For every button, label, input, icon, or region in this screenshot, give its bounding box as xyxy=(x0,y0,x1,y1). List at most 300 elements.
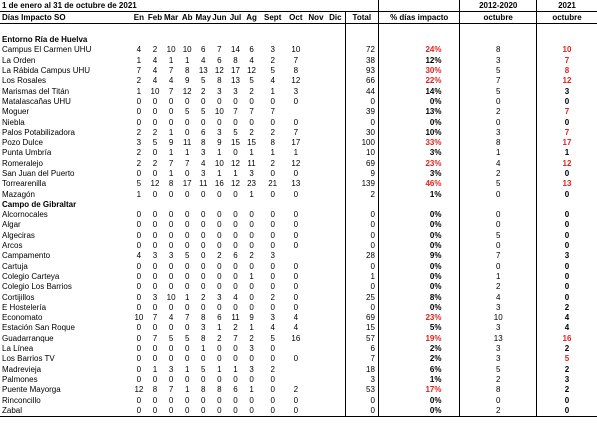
month-value: 16 xyxy=(214,179,224,189)
month-value: 8 xyxy=(201,313,206,323)
month-value: 2 xyxy=(201,86,206,96)
station-name: San Juan del Puerto xyxy=(2,169,75,178)
october-2021-value: 7 xyxy=(564,107,570,117)
pct-value: 6% xyxy=(378,365,460,375)
pct-value: 9% xyxy=(378,251,460,261)
month-value: 0 xyxy=(147,406,163,417)
table-row xyxy=(0,241,597,251)
month-value: 13 xyxy=(231,76,240,86)
total-value: 53 xyxy=(345,385,378,395)
october-2021-value: 3 xyxy=(564,86,570,96)
month-value: 3 xyxy=(201,323,206,333)
month-value: 6 xyxy=(233,251,238,261)
total-value: 139 xyxy=(345,179,378,189)
month-value xyxy=(326,282,345,292)
month-value: 1 xyxy=(249,271,254,281)
station-name: La Orden xyxy=(2,55,36,65)
pct-value: 0% xyxy=(378,395,460,405)
month-value xyxy=(326,241,345,251)
month-value: 1 xyxy=(201,344,206,354)
month-value: 0 xyxy=(184,220,190,230)
month-value: 0 xyxy=(217,220,222,230)
table-row xyxy=(0,385,597,395)
month-value: 1 xyxy=(184,385,190,395)
october-hist-value: 8 xyxy=(460,45,537,55)
month-value xyxy=(326,262,345,272)
month-value xyxy=(326,220,345,230)
month-value: 0 xyxy=(152,302,158,312)
month-header: Sept xyxy=(260,12,286,24)
month-value: 6 xyxy=(249,45,254,55)
total-value: 100 xyxy=(345,138,378,148)
month-value: 0 xyxy=(136,323,142,333)
station-name: Torrearenilla xyxy=(2,179,47,189)
month-value: 2 xyxy=(249,251,254,261)
month-value xyxy=(286,107,306,117)
month-value: 0 xyxy=(152,344,158,354)
month-value: 0 xyxy=(270,210,275,220)
month-value: 0 xyxy=(293,96,299,106)
month-value: 0 xyxy=(184,323,190,333)
month-value: 0 xyxy=(152,282,158,292)
section-spacer-cell xyxy=(227,200,243,210)
month-value: 0 xyxy=(184,261,190,271)
month-value: 10 xyxy=(150,86,160,96)
table-row xyxy=(0,395,597,405)
station-name: Pozo Dulce xyxy=(2,138,43,148)
month-value xyxy=(306,148,326,158)
month-value: 0 xyxy=(249,241,254,251)
month-value: 4 xyxy=(201,158,206,168)
month-value: 2 xyxy=(270,292,275,302)
month-value: 0 xyxy=(168,189,174,199)
month-value: 11 xyxy=(231,313,240,323)
month-value xyxy=(306,323,326,333)
station-name: Mazagón xyxy=(2,189,35,199)
table-row xyxy=(0,282,597,292)
october-2021-value: 0 xyxy=(564,230,570,240)
table-row xyxy=(0,148,597,158)
month-value: 0 xyxy=(136,241,142,251)
month-value: 0 xyxy=(136,210,142,220)
month-value xyxy=(326,313,345,323)
month-value: 10 xyxy=(214,107,224,117)
month-value xyxy=(306,395,326,405)
month-value: 0 xyxy=(293,210,299,220)
month-value: 0 xyxy=(136,271,142,281)
section-spacer-cell xyxy=(306,200,326,210)
total-value: 1 xyxy=(345,272,378,282)
pct-value: 0% xyxy=(378,210,460,220)
station-name: Algar xyxy=(2,220,21,230)
month-value: 5 xyxy=(270,66,275,76)
pct-column-header: % días impacto xyxy=(378,12,460,24)
month-value: 5 xyxy=(201,76,206,86)
month-value: 0 xyxy=(217,96,222,106)
month-value: 9 xyxy=(184,76,190,86)
month-value: 0 xyxy=(293,220,299,230)
month-value: 8 xyxy=(270,138,275,148)
month-value: 1 xyxy=(184,148,190,158)
section-spacer-cell xyxy=(244,35,260,45)
section-spacer-cell xyxy=(345,200,378,210)
month-value: 14 xyxy=(231,45,240,55)
month-value: 0 xyxy=(168,323,174,333)
month-value: 2 xyxy=(136,158,142,168)
month-value: 0 xyxy=(293,261,299,271)
month-value xyxy=(326,344,345,354)
station-name: Niebla xyxy=(2,117,25,127)
month-value: 7 xyxy=(168,385,174,395)
table-row xyxy=(0,334,597,344)
month-value: 0 xyxy=(184,96,190,106)
october-2021-value: 5 xyxy=(564,354,570,364)
month-value: 2 xyxy=(136,127,142,137)
pct-value: 2% xyxy=(378,344,460,354)
month-value: 7 xyxy=(217,45,222,55)
section-spacer-cell xyxy=(211,35,227,45)
section-title: Entorno Ría de Huelva xyxy=(2,35,88,45)
month-value: 7 xyxy=(184,313,190,323)
month-value: 1 xyxy=(184,55,190,65)
table-row xyxy=(0,375,597,385)
header-row-dates xyxy=(0,0,597,12)
spacer-cell xyxy=(163,24,179,36)
section-spacer-cell xyxy=(147,200,163,210)
section-spacer-cell xyxy=(131,200,147,210)
month-value: 0 xyxy=(184,271,190,281)
month-value xyxy=(306,262,326,272)
october-hist-value: 0 xyxy=(460,189,537,199)
month-value: 0 xyxy=(201,230,206,240)
october-hist-value: 5 xyxy=(460,365,537,375)
month-value: 10 xyxy=(291,45,301,55)
month-value xyxy=(326,179,345,189)
month-value: 0 xyxy=(136,344,142,354)
month-value: 2 xyxy=(270,127,275,137)
month-value: 1 xyxy=(233,169,238,178)
pct-value: 46% xyxy=(378,179,460,189)
month-value: 0 xyxy=(152,117,158,127)
table-row xyxy=(0,86,597,96)
month-header: Mar xyxy=(163,12,179,22)
month-value: 0 xyxy=(201,210,206,220)
month-value: 0 xyxy=(249,374,254,384)
pct-value: 22% xyxy=(378,76,460,86)
month-value: 10 xyxy=(166,292,176,302)
month-value: 1 xyxy=(136,55,142,65)
table-row xyxy=(0,66,597,76)
month-value: 0 xyxy=(270,344,275,354)
october-2021-value: 7 xyxy=(564,127,570,137)
october-hist-value: 1 xyxy=(460,148,537,158)
section-spacer-cell xyxy=(536,35,597,45)
month-value: 5 xyxy=(270,333,275,343)
station-name: Palmones xyxy=(2,374,38,384)
month-value: 7 xyxy=(152,333,158,343)
month-value xyxy=(306,241,326,251)
month-value: 1 xyxy=(168,127,174,137)
month-value: 12 xyxy=(231,179,240,189)
month-value: 0 xyxy=(152,210,158,220)
table-row xyxy=(0,323,597,333)
pct-value: 33% xyxy=(378,138,460,148)
month-value: 3 xyxy=(152,292,158,302)
month-value: 1 xyxy=(270,86,275,96)
month-value xyxy=(306,251,326,261)
month-value: 13 xyxy=(291,179,301,189)
total-value: 0 xyxy=(345,406,378,417)
month-value: 1 xyxy=(233,364,238,374)
section-spacer-cell xyxy=(286,35,306,45)
total-value: 0 xyxy=(345,262,378,272)
month-value: 3 xyxy=(201,169,206,178)
station-name: Madrevieja xyxy=(2,364,42,374)
section-spacer-cell xyxy=(326,35,345,45)
month-value: 0 xyxy=(168,117,174,127)
october-2021-value: 0 xyxy=(564,241,570,251)
month-value: 8 xyxy=(201,333,206,343)
total-value: 30 xyxy=(345,128,378,138)
table-row xyxy=(0,344,597,354)
month-value: 0 xyxy=(136,117,142,127)
table-row xyxy=(0,179,597,189)
month-value: 4 xyxy=(293,313,299,323)
total-value: 66 xyxy=(345,76,378,86)
month-value xyxy=(326,128,345,138)
table-row xyxy=(0,354,597,364)
month-value: 0 xyxy=(184,189,190,199)
month-value: 0 xyxy=(201,271,206,281)
month-value: 0 xyxy=(201,395,206,405)
october-2021-header: octubre xyxy=(536,12,597,24)
month-value: 7 xyxy=(168,66,174,76)
month-value: 1 xyxy=(270,148,275,158)
month-value xyxy=(306,282,326,292)
month-value: 0 xyxy=(233,374,238,384)
month-value: 23 xyxy=(247,179,257,189)
month-value: 0 xyxy=(249,354,254,364)
month-value: 0 xyxy=(217,261,222,271)
total-value: 0 xyxy=(345,395,378,405)
month-value: 4 xyxy=(293,323,299,333)
month-value: 10 xyxy=(166,45,176,55)
month-value: 3 xyxy=(217,292,222,302)
month-value: 0 xyxy=(152,395,158,405)
total-value: 2 xyxy=(345,189,378,199)
section-spacer-cell xyxy=(163,35,179,45)
month-value: 3 xyxy=(270,251,275,261)
pct-value: 23% xyxy=(378,313,460,323)
month-value: 1 xyxy=(168,148,174,158)
october-2021-value: 12 xyxy=(562,76,572,86)
table-row xyxy=(0,76,597,86)
month-value: 1 xyxy=(293,148,299,158)
period-2012-2020-header: 2012-2020 xyxy=(460,0,537,12)
month-value: 0 xyxy=(131,406,147,417)
october-hist-value: 13 xyxy=(460,334,537,344)
month-value: 0 xyxy=(217,374,222,384)
pct-value: 8% xyxy=(378,292,460,302)
month-value xyxy=(306,344,326,354)
month-value: 0 xyxy=(184,354,190,364)
month-value: 21 xyxy=(268,179,278,189)
total-value: 38 xyxy=(345,56,378,66)
october-hist-value: 2 xyxy=(460,375,537,385)
month-value: 0 xyxy=(260,406,286,417)
month-value: 1 xyxy=(249,148,254,158)
month-value: 0 xyxy=(184,282,190,292)
month-value xyxy=(306,66,326,76)
month-value: 0 xyxy=(270,271,275,281)
month-value: 0 xyxy=(152,96,158,106)
month-value: 0 xyxy=(168,302,174,312)
month-value: 0 xyxy=(293,282,299,292)
month-value: 2 xyxy=(152,158,158,168)
total-value: 18 xyxy=(345,365,378,375)
month-value: 7 xyxy=(168,86,174,96)
month-value: 0 xyxy=(152,220,158,230)
october-2021-value: 7 xyxy=(564,55,570,65)
table-row xyxy=(0,262,597,272)
month-value: 0 xyxy=(249,292,254,302)
table-row xyxy=(0,292,597,302)
month-value: 12 xyxy=(214,66,224,76)
month-value: 12 xyxy=(247,66,257,76)
october-hist-value: 5 xyxy=(460,66,537,76)
month-value: 3 xyxy=(270,45,275,55)
october-2021-value: 2 xyxy=(564,364,570,374)
month-value: 1 xyxy=(217,364,222,374)
total-value: 93 xyxy=(345,66,378,76)
month-value: 4 xyxy=(152,76,158,86)
month-value: 7 xyxy=(152,313,158,323)
month-value: 1 xyxy=(249,385,254,395)
october-hist-value: 4 xyxy=(460,159,537,169)
total-value: 69 xyxy=(345,159,378,169)
month-header: En xyxy=(131,12,147,24)
station-name: Rinconcillo xyxy=(2,395,41,405)
station-name: E Hostelería xyxy=(2,302,47,312)
total-value: 10 xyxy=(345,148,378,158)
month-value: 2 xyxy=(270,158,275,168)
month-value: 2 xyxy=(136,148,142,158)
impact-days-column-header: Días Impacto SO xyxy=(0,12,131,24)
month-value: 0 xyxy=(217,210,222,220)
month-value: 12 xyxy=(291,158,301,168)
month-header: May xyxy=(195,12,212,22)
month-value: 0 xyxy=(184,395,190,405)
pct-value: 5% xyxy=(378,323,460,333)
october-2021-value: 0 xyxy=(564,220,570,230)
month-value: 0 xyxy=(136,261,142,271)
month-value: 3 xyxy=(270,313,275,323)
october-2021-value: 0 xyxy=(564,210,570,220)
month-value: 7 xyxy=(293,127,299,137)
month-value: 2 xyxy=(217,251,222,261)
spacer-cell xyxy=(378,24,460,36)
spacer-cell xyxy=(345,24,378,36)
october-2021-value: 0 xyxy=(564,271,570,281)
month-value: 0 xyxy=(211,406,227,417)
month-value: 0 xyxy=(233,261,238,271)
month-value: 7 xyxy=(136,66,142,76)
total-value: 0 xyxy=(345,220,378,230)
header-row-columns xyxy=(0,12,597,24)
pct-header-spacer xyxy=(378,0,460,12)
pct-value: 0% xyxy=(378,97,460,107)
month-value: 0 xyxy=(152,169,158,178)
section-spacer-cell xyxy=(195,200,211,210)
month-value: 0 xyxy=(168,107,174,117)
month-value: 0 xyxy=(184,344,190,354)
table-row xyxy=(0,313,597,323)
month-value: 9 xyxy=(249,313,254,323)
spacer-cell xyxy=(195,24,211,36)
october-2021-value: 0 xyxy=(564,261,570,271)
month-value: 0 xyxy=(201,189,206,199)
october-2021-value: 0 xyxy=(564,189,570,199)
month-value: 0 xyxy=(184,374,190,384)
month-value: 0 xyxy=(233,148,238,158)
month-header: Jul xyxy=(227,12,243,24)
station-name: Zabal xyxy=(0,406,131,417)
month-value: 3 xyxy=(217,127,222,137)
october-2021-value: 2 xyxy=(564,385,570,395)
table-row xyxy=(0,210,597,220)
month-value: 0 xyxy=(136,230,142,240)
month-value: 0 xyxy=(201,354,206,364)
month-value: 0 xyxy=(201,261,206,271)
month-value: 3 xyxy=(249,344,254,354)
month-value: 2 xyxy=(293,385,299,395)
section-spacer-cell xyxy=(260,200,286,210)
station-name: Los Rosales xyxy=(2,76,47,86)
month-value xyxy=(326,406,345,417)
month-value: 0 xyxy=(201,241,206,251)
month-value: 3 xyxy=(168,364,174,374)
october-2021-value: 0 xyxy=(564,96,570,106)
pct-value: 3% xyxy=(378,148,460,158)
station-name: Colegio Carteya xyxy=(2,271,60,281)
month-value: 0 xyxy=(270,354,275,364)
october-2021-value: 8 xyxy=(564,66,570,76)
pct-value: 1% xyxy=(378,189,460,199)
month-header: Nov xyxy=(306,12,326,24)
month-value xyxy=(326,231,345,241)
month-value: 0 xyxy=(136,354,142,364)
pct-value: 0% xyxy=(378,262,460,272)
month-value: 7 xyxy=(270,107,275,117)
month-value xyxy=(306,76,326,86)
month-value: 4 xyxy=(233,292,238,302)
month-value: 3 xyxy=(152,251,158,261)
pct-value: 24% xyxy=(378,45,460,55)
month-value: 0 xyxy=(168,344,174,354)
month-value: 2 xyxy=(249,127,254,137)
month-value: 10 xyxy=(182,45,192,55)
month-value: 9 xyxy=(168,138,174,148)
station-name: Colegio Los Barrios xyxy=(2,282,72,292)
month-value: 0 xyxy=(244,406,260,417)
month-value: 5 xyxy=(168,333,174,343)
month-header: Ag xyxy=(244,12,260,24)
october-hist-value: 0 xyxy=(460,220,537,230)
october-2021-value: 4 xyxy=(564,313,570,323)
month-value: 0 xyxy=(233,189,238,199)
month-value: 4 xyxy=(136,251,142,261)
total-value: 0 xyxy=(345,241,378,251)
